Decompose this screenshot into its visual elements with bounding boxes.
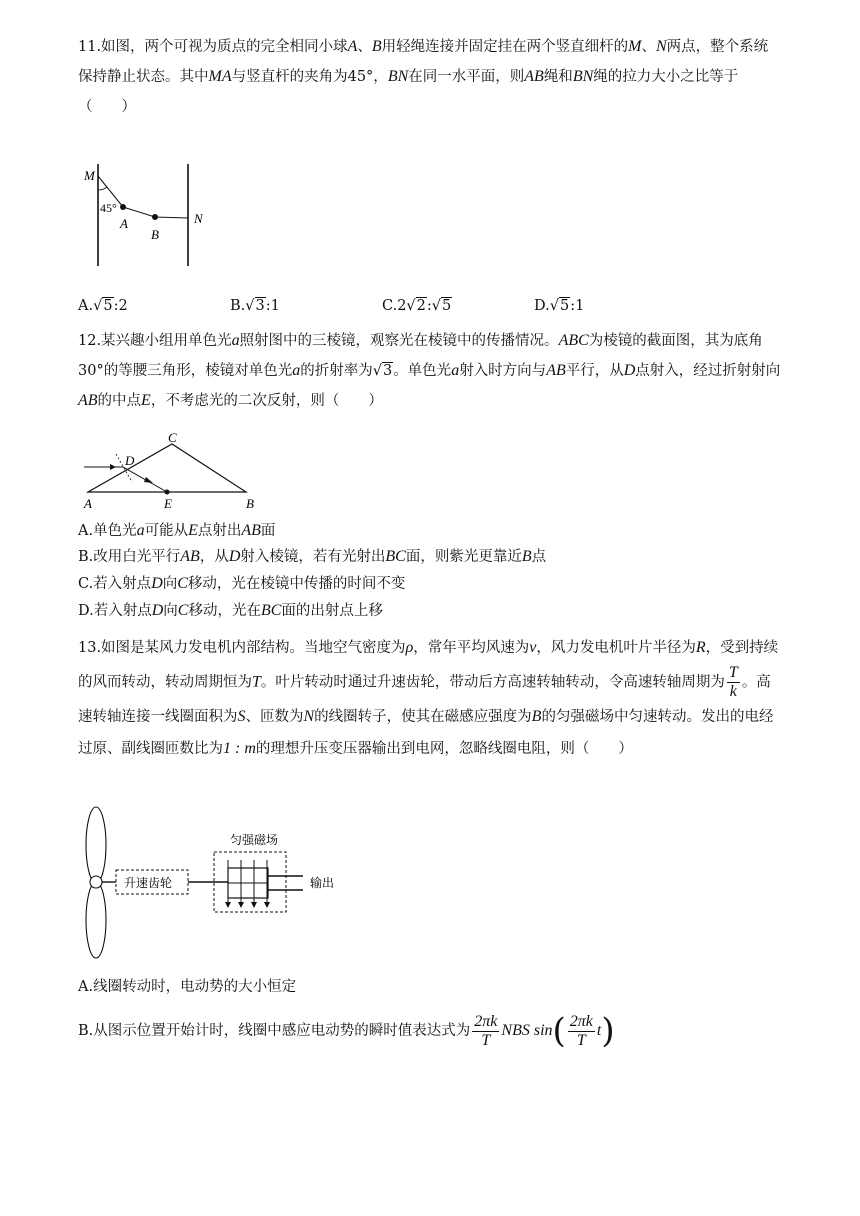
ball-b xyxy=(152,214,158,220)
incident-arrow xyxy=(110,464,116,470)
blade-bottom xyxy=(86,882,106,958)
point-e xyxy=(165,490,170,495)
q12-option-d[interactable]: D.若入射点D向C移动，光在BC面的出射点上移 xyxy=(78,602,383,619)
label-c: C xyxy=(168,432,177,445)
q11-stem: 11.如图，两个可视为质点的完全相同小球A、B用轻绳连接并固定挂在两个竖直细杆的M、N两点，整个系统保持静止状态。其中MA与竖直杆的夹角为45°，BN在同一水平面，则AB绳和BN绳的拉力大小之比等于（ ） xyxy=(78,38,769,115)
q11-figure xyxy=(80,160,220,270)
q12-option-c[interactable]: C.若入射点D向C移动，光在棱镜中传播的时间不变 xyxy=(78,575,406,592)
label-a: A xyxy=(120,216,128,231)
label-a: A xyxy=(84,496,92,511)
period-fraction: $\frac{T}{k}$ xyxy=(728,664,738,700)
label-d: D xyxy=(125,453,135,468)
q13-stem: 13.如图是某风力发电机内部结构。当地空气密度为ρ，常年平均风速为v，风力发电机叶片半径为R，受到持续的风而转动，转动周期恒为T。叶片转动时通过升速齿轮，带动后方高速转轴转动，令高速转轴周期为 $\frac{T}{k}$ 。高速转轴连接一线圈面积为S、匝数为N的线圈转子，使其在磁感应强度为B的匀强磁场中匀速转动。发出的电经过原、副线圈匝数比为1 : m的理想升压变压器输出到电网，忽略线圈电阻，则（ ） xyxy=(78,639,779,757)
label-b: B xyxy=(246,496,254,511)
label-e: E xyxy=(164,496,172,511)
label-m: M xyxy=(84,168,95,183)
refracted-arrow xyxy=(144,477,153,483)
q12-option-b[interactable]: B.改用白光平行AB，从D射入棱镜，若有光射出BC面，则紫光更靠近B点 xyxy=(78,548,547,565)
output-label: 输出 xyxy=(310,876,335,890)
q11-option-d[interactable]: D.√5:1 xyxy=(534,298,585,314)
label-b: B xyxy=(151,227,159,242)
q12-stem: 12.某兴趣小组用单色光a照射图中的三棱镜，观察光在棱镜中的传播情况。ABC为棱镜的截面图，其为底角30°的等腰三角形，棱镜对单色光a的折射率为√3。单色光a射入时方向与AB平行，从D点射入，经过折射射向AB的中点E，不考虑光的二次反射，则（ ） xyxy=(78,332,781,409)
blade-top xyxy=(86,807,106,883)
ball-a xyxy=(120,204,126,210)
q11-option-a[interactable]: A.√5:2 xyxy=(78,298,128,314)
q12-figure xyxy=(80,432,270,512)
q13-option-b[interactable]: B.从图示位置开始计时，线圈中感应电动势的瞬时值表达式为 $\frac{2\pi k}{T}$ NBS sin( $\frac{2\pi k}{T}$ t) xyxy=(78,1011,615,1051)
gear-label: 升速齿轮 xyxy=(124,876,173,890)
q11-option-c[interactable]: C.2√2:√5 xyxy=(382,298,452,314)
field-label: 匀强磁场 xyxy=(230,833,279,847)
q13-figure xyxy=(78,800,358,965)
angle-arc xyxy=(98,187,107,190)
q13-option-a[interactable]: A.线圈转动时，电动势的大小恒定 xyxy=(78,979,297,995)
hub xyxy=(90,876,102,888)
label-angle: 45° xyxy=(100,201,117,215)
q12-option-a[interactable]: A.单色光a可能从E点射出AB面 xyxy=(78,522,276,539)
rope-bn xyxy=(155,217,188,218)
label-n: N xyxy=(194,211,203,226)
q11-option-b[interactable]: B.√3:1 xyxy=(230,298,280,314)
